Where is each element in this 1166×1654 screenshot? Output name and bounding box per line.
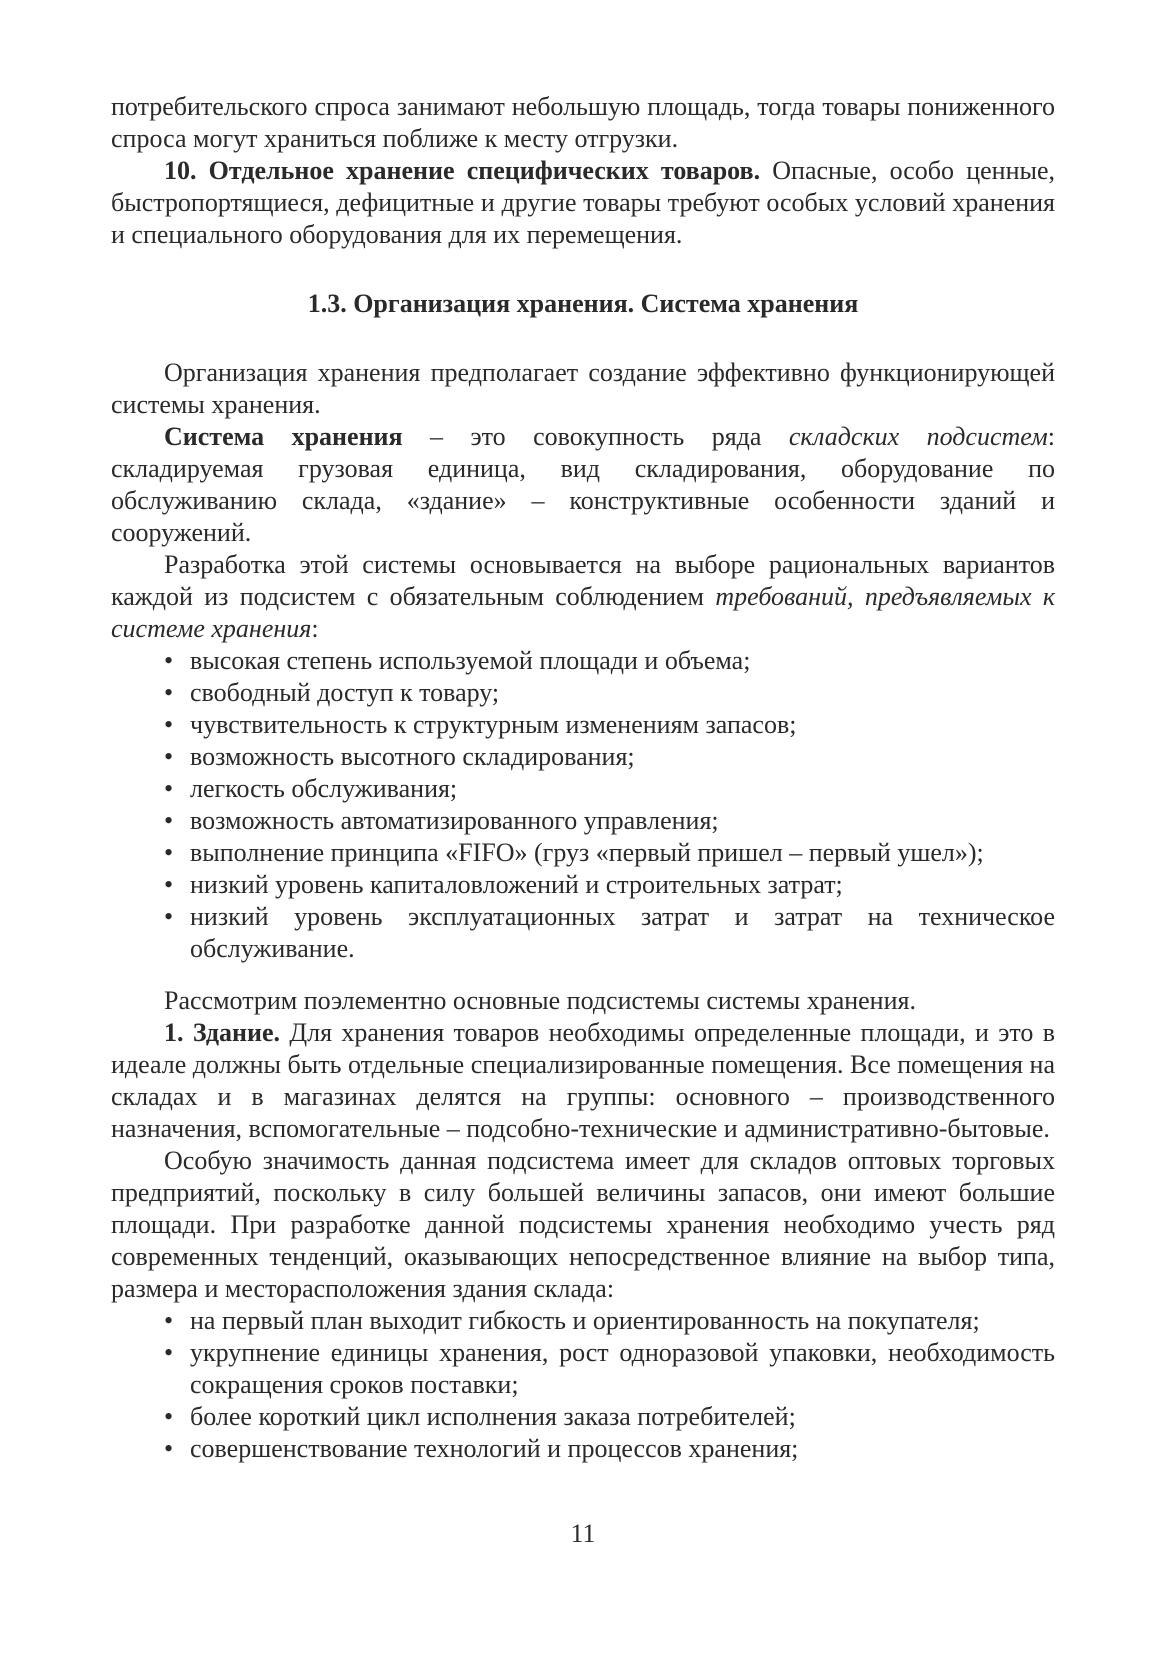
list-item-text: низкий уровень эксплуатационных затрат и затрат на техническое обслуживание. <box>190 902 1055 963</box>
list-item-text: возможность автоматизированного управления; <box>190 806 719 835</box>
significance-paragraph: Особую значимость данная подсистема имеет для складов оптовых торговых предприятий, поскольку в силу большей величины запасов, они имеют большие площади. При разработке данной подсистемы хранения необходимо учесть ряд современных тенденций, оказывающих непосредственное влияние на выбор типа, размера и месторасположения здания склада: <box>111 1146 1055 1303</box>
list-item <box>111 869 1055 901</box>
bullet-icon: • <box>164 838 174 867</box>
development-paragraph <box>111 549 1055 645</box>
list-item-text: свободный доступ к товару; <box>190 678 500 707</box>
list-item <box>111 677 1055 709</box>
bullet-icon: • <box>164 902 174 931</box>
storage-system-text-2: : складируемая грузовая единица, вид складирования, оборудование по обслуживанию склада, «здание» – конструктивные особенности зданий и сооружений. <box>111 422 1055 547</box>
development-text: Разработка этой системы основывается на выборе рациональных вариантов каждой из подсистем с обязательным соблюдением <box>111 550 1055 611</box>
item-10-text: Опасные, особо ценные, быстропортящиеся, дефицитные и другие товары требуют особых условий хранения и специального оборудования для их перемещения. <box>111 156 1056 249</box>
bullet-icon: • <box>164 806 174 835</box>
list-item-text: низкий уровень капиталовложений и строительных затрат; <box>190 870 843 899</box>
list-item-text: чувствительность к структурным изменениям запасов; <box>190 710 797 739</box>
section-heading: 1.3. Организация хранения. Система хранения <box>307 289 859 318</box>
consider-paragraph: Рассмотрим поэлементно основные подсистемы системы хранения. <box>164 986 916 1015</box>
list-item-text: возможность высотного складирования; <box>190 742 635 771</box>
intro-paragraph: потребительского спроса занимают небольшую площадь, тогда товары пониженного спроса могут храниться поближе к месту отгрузки. <box>111 92 1055 153</box>
bullet-icon: • <box>164 1338 174 1367</box>
list-item <box>111 709 1055 741</box>
bullet-icon: • <box>164 1306 174 1335</box>
list-item-text: на первый план выходит гибкость и ориентированность на покупателя; <box>190 1306 980 1335</box>
list-item <box>111 1337 1055 1401</box>
bullet-icon: • <box>164 870 174 899</box>
list-item <box>111 805 1055 837</box>
page-content <box>111 91 1055 1465</box>
item-10-paragraph <box>111 155 1055 251</box>
list-item-text: легкость обслуживания; <box>190 774 458 803</box>
list-item <box>111 1401 1055 1433</box>
storage-system-italic: складских подсистем <box>788 422 1048 451</box>
storage-system-term: Система хранения <box>164 422 403 451</box>
bullet-icon: • <box>164 774 174 803</box>
list-item <box>111 741 1055 773</box>
organization-paragraph: Организация хранения предполагает создание эффективно функционирующей системы хранения. <box>111 358 1055 419</box>
list-item-text: выполнение принципа «FIFO» (груз «первый пришел – первый ушел»); <box>190 838 984 867</box>
development-italic: требований, предъявляемых к системе хранения <box>111 582 1055 643</box>
bullet-icon: • <box>164 646 174 675</box>
bullet-icon: • <box>164 710 174 739</box>
bullet-icon: • <box>164 1402 174 1431</box>
bullet-icon: • <box>164 678 174 707</box>
list-item <box>111 773 1055 805</box>
page-number: 11 <box>570 1519 596 1548</box>
list-item-text: укрупнение единицы хранения, рост одноразовой упаковки, необходимость сокращения сроков поставки; <box>190 1338 1055 1399</box>
list-item <box>111 1305 1055 1337</box>
item-10-title: 10. Отдельное хранение специфических товаров. <box>164 156 761 185</box>
list-item-text: высокая степень используемой площади и объема; <box>190 646 751 675</box>
building-title: 1. Здание. <box>164 1018 281 1047</box>
list-item <box>111 901 1055 965</box>
trends-list <box>111 1305 1055 1465</box>
requirements-list <box>111 645 1055 965</box>
list-item <box>111 1433 1055 1465</box>
building-paragraph <box>111 1017 1055 1145</box>
storage-system-paragraph <box>111 421 1055 549</box>
development-colon: : <box>311 614 319 643</box>
building-text: Для хранения товаров необходимы определенные площади, и это в идеале должны быть отдельные специализированные помещения. Все помещения на складах и в магазинах делятся на группы: основного – производственного назначения, вспомогательные – подсобно-технические и административно-бытовые. <box>111 1018 1055 1143</box>
storage-system-text-1: – это совокупность ряда <box>402 422 789 451</box>
list-item-text: совершенствование технологий и процессов хранения; <box>190 1434 799 1463</box>
list-item-text: более короткий цикл исполнения заказа потребителей; <box>190 1402 796 1431</box>
spacer <box>111 965 1055 985</box>
list-item <box>111 837 1055 869</box>
list-item <box>111 645 1055 677</box>
bullet-icon: • <box>164 742 174 771</box>
bullet-icon: • <box>164 1434 174 1463</box>
